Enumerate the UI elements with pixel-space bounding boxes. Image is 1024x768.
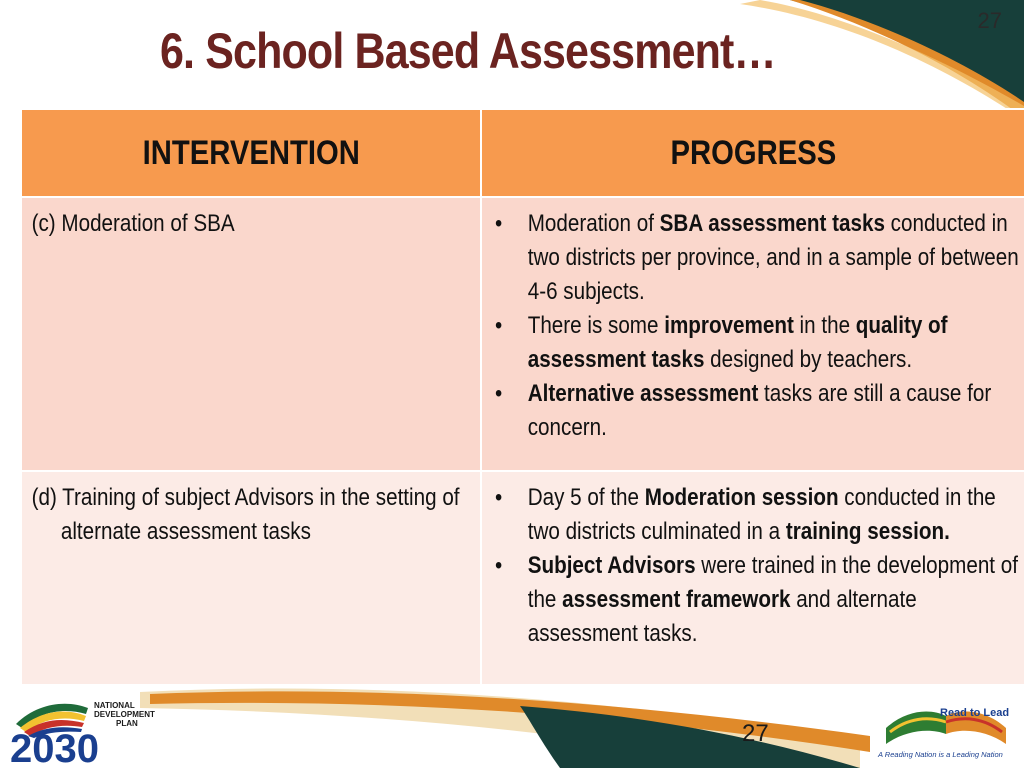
bold-text-run: Subject Advisors [527,552,696,579]
bold-text-run: SBA assessment tasks [659,210,885,237]
bold-text-run: training session. [785,518,950,545]
svg-text:Read to Lead: Read to Lead [940,707,1010,719]
progress-bullets [490,207,1024,445]
intervention-cell: (c) Moderation of SBA [21,197,481,471]
slide-number-top: 27 [977,8,1002,33]
read-to-lead-logo [876,694,1022,762]
progress-bullet: • There is some improvement in the quality of assessment tasks designed by teachers. [495,312,948,373]
text-run: in the [793,312,856,339]
text-run: Moderation of [527,210,660,237]
text-run: Day 5 of the [527,484,645,511]
text-run: were trained in the development of the [527,552,1018,613]
bold-text-run: Moderation session [644,484,839,511]
bold-text-run: Alternative assessment [527,380,759,407]
table-row [21,197,1024,471]
svg-text:PLAN: PLAN [116,719,138,728]
text-run: designed by teachers. [704,346,913,373]
progress-cell [481,197,1024,471]
header-intervention: INTERVENTION [21,109,481,197]
text-run: conducted in two districts per province, and in a sample of between 4-6 subjects. [527,210,1019,305]
intervention-cell: (d) Training of subject Advisors in the setting of alternate assessment tasks [21,471,481,685]
progress-bullet: • Subject Advisors were trained in the development of the assessment framework and alternate assessment tasks. [495,552,1018,647]
progress-bullet: • Alternative assessment tasks are still a cause for concern. [495,380,992,441]
ndp-2030-logo [8,694,188,764]
svg-text:2030: 2030 [10,727,99,764]
text-run: There is some [527,312,665,339]
svg-text:NATIONAL: NATIONAL [94,701,135,710]
slide-title: 6. School Based Assessment… [160,23,776,79]
intervention-progress-table [20,108,1024,686]
text-run: conducted in the two districts culminated in a [527,484,996,545]
text-run: tasks are still a cause for concern. [527,380,992,441]
table-header-row [21,109,1024,197]
text-run: and alternate assessment tasks. [527,586,917,647]
progress-bullets [490,481,1024,651]
bold-text-run: quality of assessment tasks [527,312,948,373]
svg-text:DEVELOPMENT: DEVELOPMENT [94,710,155,719]
slide-number-bottom: 27 [742,720,769,747]
progress-cell [481,471,1024,685]
header-progress: PROGRESS [481,109,1024,197]
svg-text:A Reading Nation is a Leading: A Reading Nation is a Leading Nation [878,750,1003,759]
progress-bullet: • Moderation of SBA assessment tasks conducted in two districts per province, and in a sample of between 4-6 subjects. [495,210,1019,305]
bold-text-run: assessment framework [562,586,791,613]
bold-text-run: improvement [664,312,794,339]
progress-bullet: • Day 5 of the Moderation session conducted in the two districts culminated in a training session. [495,484,996,545]
table-row [21,471,1024,685]
